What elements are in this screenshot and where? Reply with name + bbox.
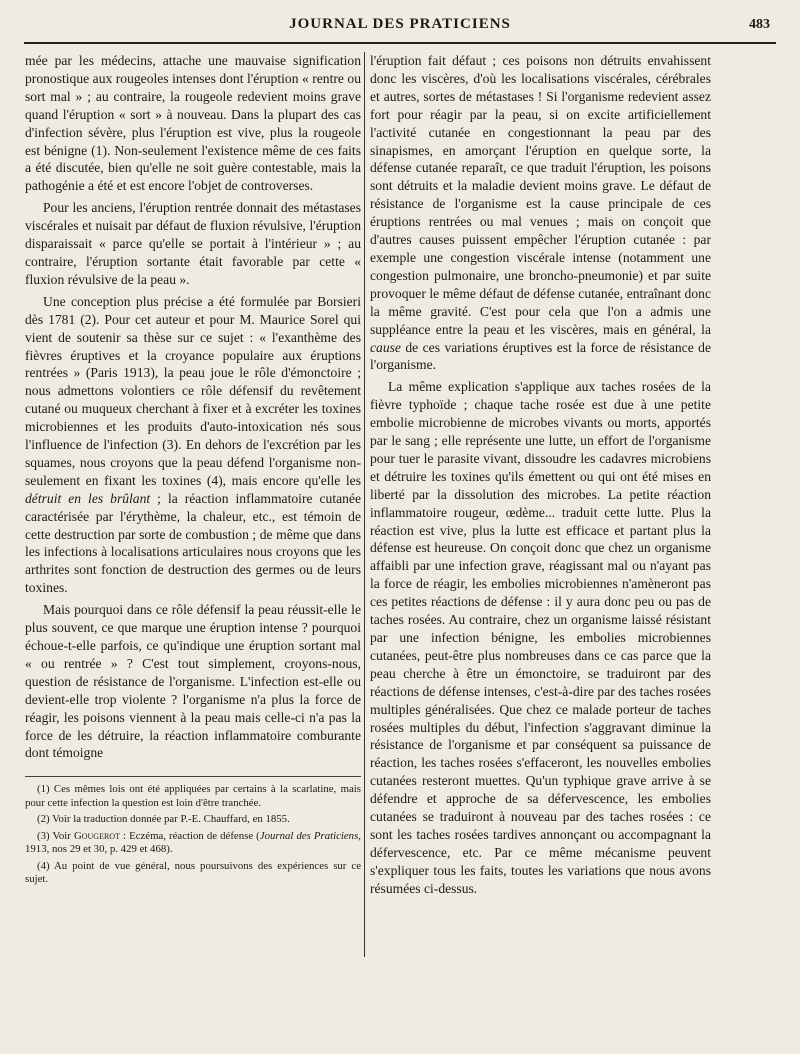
- text-run: ; la réaction inflammatoire cutanée caractérisée par l'érythème, la chaleur, etc., est témoin de cette destruction par sorte de combustion ; de même que dans les infections à localisations articulaires nous croyons que les arthrites sont fonction de destruction des germes ou de leurs toxines.: [25, 490, 361, 596]
- paragraph: Mais pourquoi dans ce rôle défensif la peau réussit-elle le plus souvent, ce que marque une éruption intense ? pourquoi échoue-t-elle parfois, ce qu'indique une éruption sortant mal « ou rentrée » ? C'est tout simplement, croyons-nous, question de résistance de l'organisme. L'infection est-elle ou devient-elle trop violente ? l'organisme n'a plus la force de réagir, les poisons viennent à la peau mais celle-ci n'a pas la force de les détruire, la réaction inflammatoire comburante dont témoigne: [25, 602, 361, 761]
- paragraph: [370, 52, 711, 374]
- journal-title: JOURNAL DES PRATICIENS: [289, 16, 511, 32]
- footnote: (4) Au point de vue général, nous poursuivons des expériences sur ce sujet.: [25, 859, 361, 886]
- text-run: de ces variations éruptives est la force de résistance de l'organisme.: [370, 339, 711, 373]
- running-header: [24, 14, 776, 44]
- left-column: [25, 52, 361, 890]
- paragraph: La même explication s'applique aux taches rosées de la fièvre typhoïde ; chaque tache rosée est due à une petite embolie microbienne de microbes vivants ou morts, apportés par le sang ; elle représente une lutte, un effort de l'organisme pour tuer le parasite vivant, dissoudre les cadavres microbiens et détruire les toxines qu'ils émettent ou qui ont été mises en liberté par la dissolution des microbes. La petite réaction inflammatoire rougeur, œdème... traduit cette lutte. Plus la réaction est vive, plus la lutte est efficace et partant plus la défense est heureuse. On conçoit donc que chez un organisme affaibli par une infection grave, réagissant mal ou n'ayant pas la force de réagir, les embolies microbiennes n'amèneront pas ces petites réactions de défense : il y aura donc peu ou pas de taches rosées. Au contraire, chez un organisme laissé résistant par une infection bénigne, les embolies microbiennes cutanées, peut-être plus nombreuses dans ce cas parce que la peau cherche à être un émonctoire, se traduiront par des réactions de défense intenses, c'est-à-dire par des taches rosées multiples généralisées. Que chez ce malade porteur de taches rosées multiples du début, l'infection s'aggravant diminue la résistance de l'organisme et par conséquent sa puissance de réaction, les taches rosées s'effaceront, les nouvelles embolies cutanées resteront muettes. Qu'un typhique grave arrive à se défendre et approche de sa défervescence, les embolies cutanées se traduiront à nouveau par des taches rosées : ce sont les taches rosées tardives annonçant ou accompagnant la défervescence, etc. Par ce même mécanisme peuvent s'expliquer tous les faits, toutes les variations que nous avons résumées ci-dessus.: [370, 379, 712, 896]
- text-run: , 1913, nos 29 et 30, p. 429 et 468).: [25, 829, 361, 856]
- footnotes: [25, 776, 361, 887]
- footnote: [25, 830, 361, 857]
- author-name: Gougerot: [73, 829, 120, 842]
- text-run: : Eczéma, réaction de défense (: [119, 829, 260, 842]
- text-run: l'éruption fait défaut ; ces poisons non détruits envahissent donc les viscères, d'où les localisations viscérales, cérébrales et autres, sortes de métastases ! Si l'organisme redevient assez fort pour réagir par la peau, si on excite artificiellement l'activité cutanée en congestionnant la peau par des sinapismes, en amorçant l'éruption en quelque sorte, la défense cutanée reparaît, ce que traduit l'éruption, les poisons sont détruits et la maladie devient moins grave. Le défaut de résistance de l'organisme est la cause principale de ces éruptions rentrées ou mal venues ; mais on conçoit que d'autres causes puissent empêcher l'éruption cutanée : par exemple une congestion viscérale intense (notamment une congestion pulmonaire, une broncho-pneumonie) et par suite provoquer le même défaut de défense cutanée, entraînant donc la même gravité. C'est pour cela que l'on a admis une suppléance entre la peau et les viscères, mais en général, la: [370, 53, 711, 337]
- journal-name: Journal des Praticiens: [259, 829, 359, 842]
- column-divider: [364, 52, 365, 957]
- footnote: (2) Voir la traduction donnée par P.-E. Chauffard, en 1855.: [37, 813, 290, 826]
- right-column: [370, 52, 711, 902]
- page-number: 483: [749, 17, 770, 32]
- text-run: Une conception plus précise a été formulée par Borsieri dès 1781 (2). Pour cet auteur et pour M. Maurice Sorel qui vient de soutenir sa thèse sur ce sujet : « l'exanthème des fièvres éruptives et la croyance populaire aux éruptions rentrées » (Paris 1913), la peau joue le rôle d'émonctoire ; nous admettons volontiers ce rôle défensif du revêtement cutané ou muqueux cherchant à fixer et à excréter les toxines microbiennes et les produits d'auto-intoxication nés sous l'influence de l'infection (3). En dehors de l'excrétion par les squames, nous croyons que la peau défend l'organisme non-seulement en fixant les toxines (4), mais encore qu'elle les: [25, 293, 361, 488]
- italic-phrase: détruit en les brûlant: [25, 490, 151, 506]
- paragraph: [25, 293, 361, 597]
- italic-word: cause: [370, 339, 401, 355]
- paragraph: mée par les médecins, attache une mauvaise signification pronostique aux rougeoles intenses dont l'éruption « rentre ou sort mal » ; au contraire, la rougeole redevient moins grave quand l'éruption « sort » à nouveau. Dans la plupart des cas d'infection sévère, plus l'éruption est vive, plus la rougeole est bénigne (1). Non-seulement l'existence même de ces faits a été discutée, bien qu'elle ne soit guère contestable, mais la pathogénie a été et est encore l'objet de controverses.: [25, 53, 361, 194]
- footnote: (1) Ces mêmes lois ont été appliquées par certains à la scarlatine, mais pour cette infection la question est loin d'être tranchée.: [25, 783, 361, 809]
- paragraph: Pour les anciens, l'éruption rentrée donnait des métastases viscérales et nuisait par défaut de fluxion révulsive, l'éruption disparaissait « parce qu'elle se portait à l'intérieur » ; au contraire, l'éruption sortante était favorable par cette « fluxion révulsive de la peau ».: [25, 200, 361, 287]
- text-run: (3) Voir: [37, 829, 74, 842]
